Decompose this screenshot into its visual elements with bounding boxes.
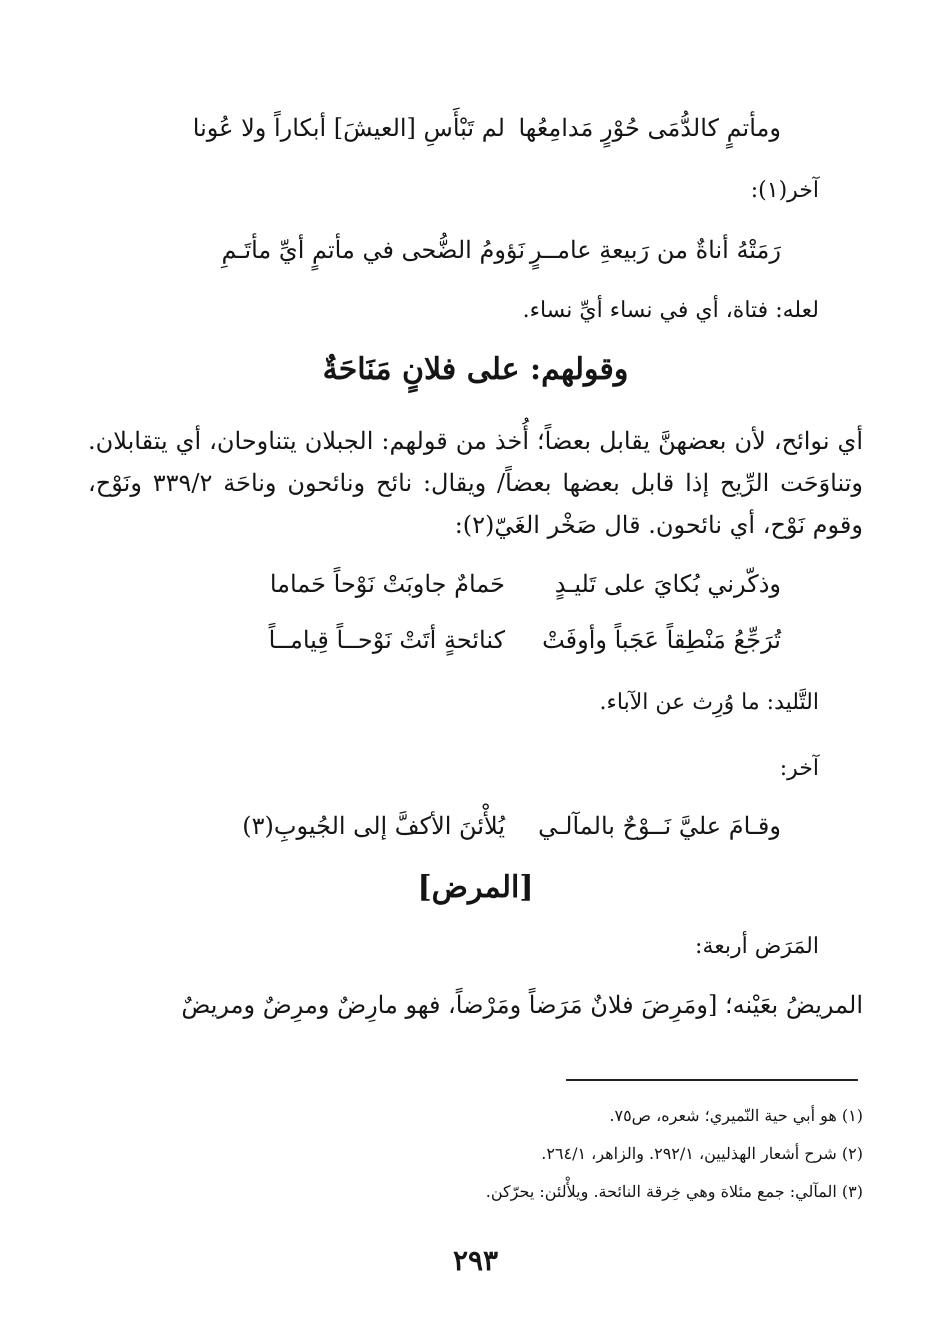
verse-line-5 (0, 812, 951, 852)
paragraph-2: المريضُ بعَيْنه؛ [ومَرِضَ فلانٌ مَرَضاً ومَرْضاً، فهو مارِضٌ ومرِضٌ ومريضٌ (181, 991, 863, 1019)
verse-1-first-hemistich: ومأتمٍ كالدُّمَى حُوْرٍ مَدامِعُها (518, 114, 781, 142)
verse-line-4 (0, 626, 951, 666)
verse-3-second-hemistich: حَمامٌ جاوبَتْ نَوْحاً حَماما (269, 570, 505, 598)
verse-5-second-hemistich: يُلأْئنَ الأكفَّ إلى الجُيوبِ(٣) (242, 812, 505, 840)
verse-line-3 (0, 570, 951, 610)
footnote-1: (١) هو أبي حية النّميري؛ شعره، ص٧٥. (609, 1106, 863, 1125)
section-heading-2: [المرض] (417, 870, 534, 905)
verse-line-2 (0, 236, 951, 276)
verse-1-second-hemistich: لم تَبْأَسِ [العيشَ] أبكاراً ولا عُونا (192, 114, 505, 142)
verse-2-first-hemistich: رَمَتْهُ أناةٌ من رَبيعةِ عامــرٍ (529, 236, 781, 264)
footnote-2: (٢) شرح أشعار الهذليين، ٢٩٢/١. والزاهر، ٢٦٤/١. (541, 1144, 863, 1163)
section-heading-1: وقولهم: على فلانٍ مَنَاحَةٌ (322, 352, 629, 387)
verse-4-first-hemistich: تُرَجِّعُ مَنْطِقاً عَجَباً وأوفَتْ (542, 626, 781, 654)
verse-4-second-hemistich: كنائحةٍ أتَتْ نَوْحــاً قِيامــاً (268, 626, 505, 654)
note-2: التَّليد: ما وُرِث عن الآباء. (599, 690, 819, 715)
verse-5-first-hemistich: وقـامَ عليَّ نَــوْحٌ بالمآلـي (538, 812, 781, 840)
paragraph-1: أي نوائح، لأن بعضهنَّ يقابل بعضاً؛ أُخذ من قولهم: الجبلان يتناوحان، أي يتقابلان. وتناوَحَت الرِّيح إذا قابل بعضها بعضاً/ ويقال: نائح ونائحون وناحَة ٣٣٩/٢ ونَوْح، وقوم نَوْح، أي نائحون. قال صَخْر الغَيّ(٢): (88, 427, 863, 539)
page-number: ٢٩٣ (452, 1244, 499, 1277)
poet-label-2: آخر: (779, 756, 819, 781)
footnote-separator (566, 1079, 858, 1081)
verse-3-first-hemistich: وذكّرني بُكايَ على تَليـدٍ (554, 570, 781, 598)
footnote-3: (٣) المآلي: جمع مئلاة وهي خِرقة النائحة. ويلأْلئن: يحرّكن. (485, 1182, 863, 1201)
note-1: لعله: فتاة، أي في نساء أيِّ نساء. (522, 298, 819, 323)
verse-line-1 (0, 114, 951, 154)
verse-2-second-hemistich: نَؤومُ الضُّحى في مأتمٍ أيِّ مأتَـمِ (221, 236, 525, 264)
section-intro: المَرَض أربعة: (695, 934, 819, 959)
poet-label-1: آخر(١): (750, 178, 819, 203)
